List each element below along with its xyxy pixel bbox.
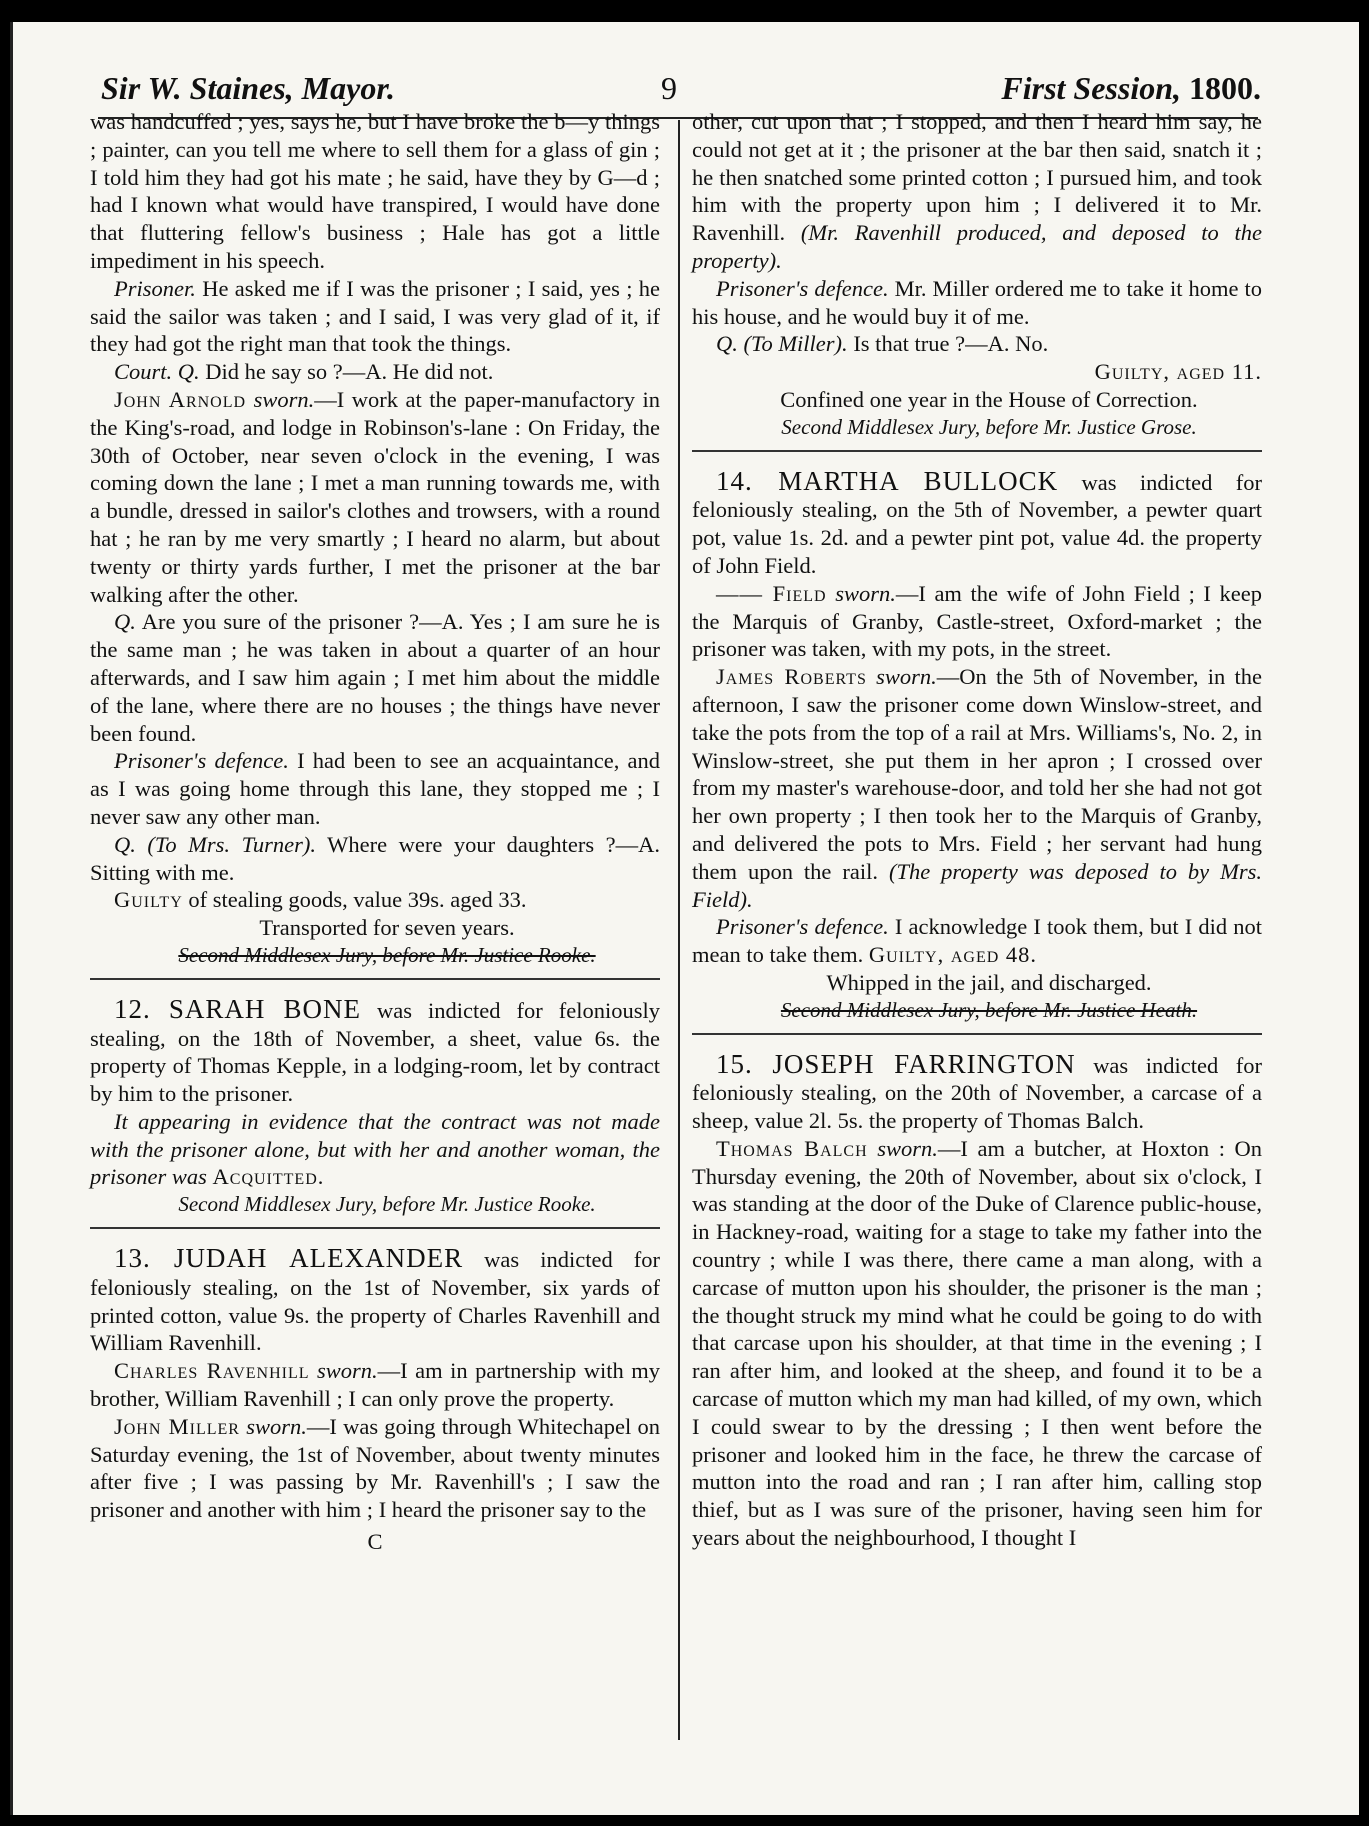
case-15: 15. JOSEPH FARRINGTON was indicted for feloniously stealing, on the 20th of November, a carcase of a sheep, value 2l. 5s. the property of Thomas Balch. xyxy=(692,1048,1262,1134)
sentence: Whipped in the jail, and discharged. xyxy=(826,969,1152,995)
case-separator xyxy=(90,978,660,980)
page-number: 9 xyxy=(661,70,677,106)
sentence: Confined one year in the House of Correction. xyxy=(780,386,1198,412)
jury-line: Second Middlesex Jury, before Mr. Justice Heath. xyxy=(780,997,1198,1022)
jury-line: Second Middlesex Jury, before Mr. Justice Rooke. xyxy=(178,1192,596,1217)
right-column xyxy=(692,108,1262,1552)
paragraph: other, cut upon that ; I stopped, and then I heard him say, he could not get at it ; the prisoner at the bar then said, snatch it ; he then snatched some printed cotton ; I pursued him, and took him with the property upon him ; I delivered it to Mr. Ravenhill. (Mr. Ravenhill produced, and deposed to the property). xyxy=(692,109,1262,273)
case-note: It appearing in evidence that the contract was not made with the prisoner alone, but with her and another woman, the prisoner was Acquitted. xyxy=(90,1108,660,1190)
header-session: First Session, 1800. xyxy=(1001,70,1261,106)
paragraph: Q. (To Miller). Is that true ?—A. No. xyxy=(716,331,1049,357)
case-14: 14. MARTHA BULLOCK was indicted for feloniously stealing, on the 5th of November, a pewter quart pot, value 1s. 2d. and a pewter pint pot, value 4d. the property of John Field. xyxy=(692,465,1262,578)
header-mayor: Sir W. Staines, Mayor. xyxy=(101,70,396,106)
case-separator xyxy=(692,1033,1262,1035)
jury-line: Second Middlesex Jury, before Mr. Justice Rooke. xyxy=(178,942,596,967)
paragraph: Charles Ravenhill sworn.—I am in partnership with my brother, William Ravenhill ; I can only prove the property. xyxy=(90,1358,661,1412)
left-column xyxy=(90,108,660,1578)
paragraph: Q. Are you sure of the prisoner ?—A. Yes ; I am sure he is the same man ; he was taken in about a quarter of an hour afterwards, and I saw him again ; I met him about the middle of the lane, where there are no houses ; the things have never been found. xyxy=(90,609,661,746)
column-divider xyxy=(678,120,680,1740)
paragraph: was handcuffed ; yes, says he, but I have broke the b—y things ; painter, can you tell me where to sell them for a glass of gin ; I told him they had got his mate ; he said, have they by G—d ; had I known what would have transpired, I would have done that fluttering fellow's business ; Hale has got a little impediment in his speech. xyxy=(90,109,660,273)
paragraph: James Roberts sworn.—On the 5th of November, in the afternoon, I saw the prisoner come down Winslow-street, and take the pots from the top of a rail at Mrs. Williams's, No. 2, in Winslow-street, she put them in her apron ; I crossed over from my master's warehouse-door, and told her she had not got her own property ; I then took her to the Marquis of Granby, and delivered the pots to Mrs. Field ; her servant had hung them upon the rail. (The property was deposed to by Mrs. Field). xyxy=(692,664,1262,912)
paragraph: Prisoner's defence. I acknowledge I took them, but I did not mean to take them. Guilty, aged 48. xyxy=(692,914,1263,968)
paragraph: Court. Q. Did he say so ?—A. He did not. xyxy=(114,359,494,385)
paragraph: Prisoner's defence. I had been to see an acquaintance, and as I was going home through this lane, they stopped me ; I never saw any other man. xyxy=(90,748,661,829)
verdict: Guilty of stealing goods, value 39s. aged 33. xyxy=(114,887,527,913)
paragraph: Prisoner. He asked me if I was the prisoner ; I said, yes ; he said the sailor was taken ; and I said, I was very glad of it, if they had got the right man that took the things. xyxy=(90,275,661,357)
case-separator xyxy=(692,450,1262,452)
paragraph: John Miller sworn.—I was going through Whitechapel on Saturday evening, the 1st of November, about twenty minutes after five ; I was passing by Mr. Ravenhill's ; I saw the prisoner and another with him ; I heard the prisoner say to the xyxy=(90,1413,661,1523)
paragraph: Q. (To Mrs. Turner). Where were your daughters ?—A. Sitting with me. xyxy=(90,831,661,885)
jury-line: Second Middlesex Jury, before Mr. Justice Grose. xyxy=(781,414,1197,439)
case-13: 13. JUDAH ALEXANDER was indicted for feloniously stealing, on the 1st of November, six yards of printed cotton, value 9s. the property of Charles Ravenhill and William Ravenhill. xyxy=(90,1243,660,1356)
signature-mark: C xyxy=(367,1529,383,1555)
paragraph: Prisoner's defence. Mr. Miller ordered me to take it home to his house, and he would buy it of me. xyxy=(692,275,1263,329)
paragraph: John Arnold sworn.—I work at the paper-manufactory in the King's-road, and lodge in Robinson's-lane : On Friday, the 30th of October, near seven o'clock in the evening, I was coming down the lane ; I met a man running towards me, with a bundle, dressed in sailor's clothes and trowsers, with a round hat ; he ran by me very smartly ; I heard no alarm, but about twenty or thirty yards further, I met the prisoner at the bar walking after the other. xyxy=(90,386,661,607)
sentence: Transported for seven years. xyxy=(259,915,515,941)
case-separator xyxy=(90,1227,660,1229)
case-12: 12. SARAH BONE was indicted for feloniously stealing, on the 18th of November, a sheet, value 6s. the property of Thomas Kepple, in a lodging-room, let by contract by him to the prisoner. xyxy=(90,993,660,1107)
verdict: Guilty, aged 11. xyxy=(1094,359,1262,385)
paragraph: —— Field sworn.—I am the wife of John Field ; I keep the Marquis of Granby, Castle-street, Oxford-market ; the prisoner was taken, with my pots, in the street. xyxy=(692,580,1263,662)
paragraph: Thomas Balch sworn.—I am a butcher, at Hoxton : On Thursday evening, the 20th of November, about six o'clock, I was standing at the door of the Duke of Clarence public-house, in Hackney-road, waiting for a stage to take my father into the country ; while I was there, there came a man along, with a carcase of mutton upon his shoulder, the prisoner is the man ; the thought struck my mind what he could be going to do with that carcase upon his shoulder, at that time in the evening ; I ran after him, and looked at the sheep, and found it to be a carcase of mutton which my man had killed, of my own, which I could swear to by the dressing ; I then went before the prisoner and looked him in the face, he threw the carcase of mutton into the road and ran ; I ran after him, calling stop thief, but as I was sure of the prisoner, having seen him for years about the neighbourhood, I thought I xyxy=(692,1135,1263,1551)
